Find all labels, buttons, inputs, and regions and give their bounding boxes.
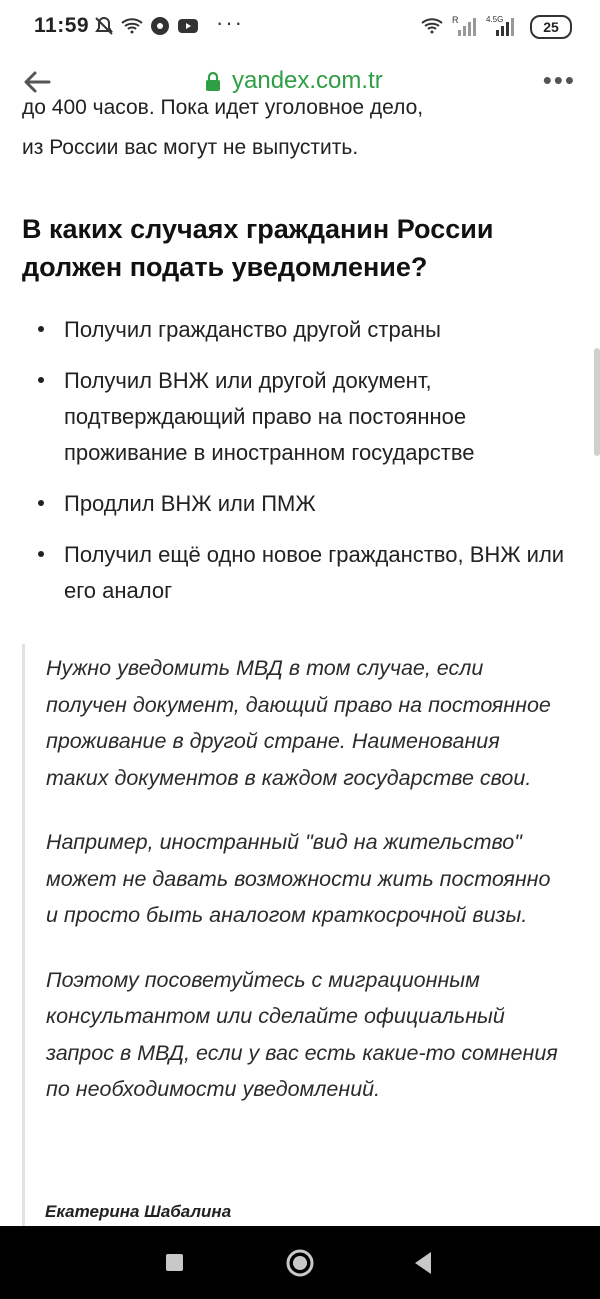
- list-item-text: Получил ещё одно новое гражданство, ВНЖ или его аналог: [64, 542, 565, 603]
- settings-app-icon: [148, 14, 172, 38]
- bullet-list: [0, 312, 600, 624]
- article-paragraph: из России вас могут не выпустить.: [22, 136, 359, 159]
- quote-paragraph: Нужно уведомить МВД в том случае, если получен документ, дающий право на постоянное проживание в другой стране. Наименования таких документов в каждом государстве свои.: [46, 656, 551, 790]
- expert-quote: [22, 644, 581, 1234]
- scrollbar[interactable]: [594, 348, 600, 456]
- bullet-icon: [38, 500, 44, 506]
- bullet-icon: [38, 377, 44, 383]
- back-arrow-icon[interactable]: [22, 67, 52, 97]
- url-domain[interactable]: yandex.com.tr: [232, 67, 383, 94]
- signal-icon: [452, 14, 478, 38]
- list-item: [0, 486, 584, 522]
- cut-off-text-line: до 400 часов. Пока идет уголовное дело,: [22, 96, 424, 119]
- battery-icon: 25: [530, 15, 572, 39]
- bullet-icon: [38, 551, 44, 557]
- quote-author: Екатерина Шабалина: [45, 1202, 232, 1221]
- article-content: [0, 96, 600, 1226]
- back-button[interactable]: [383, 1226, 463, 1299]
- lock-icon: [205, 72, 221, 92]
- list-item: [0, 312, 584, 348]
- list-item-text: Получил гражданство другой страны: [64, 317, 441, 342]
- mute-icon: [92, 14, 116, 38]
- section-heading: В каких случаях гражданин России должен подать уведомление?: [22, 214, 494, 282]
- quote-paragraph: Например, иностранный "вид на жительство" может не давать возможности жить постоянно и просто быть аналогом краткосрочной визы.: [46, 830, 551, 927]
- list-item-text: Продлил ВНЖ или ПМЖ: [64, 491, 316, 516]
- quote-paragraph: Поэтому посоветуйтесь с миграционным консультантом или сделайте официальный запрос в МВД, если у вас есть какие-то сомнения по необходимости уведомлений.: [46, 967, 558, 1101]
- list-item: [0, 537, 584, 609]
- signal-icon: [486, 14, 518, 38]
- status-time: 11:59: [34, 14, 90, 37]
- status-more-dots: ···: [216, 10, 244, 35]
- more-menu-icon[interactable]: •••: [542, 65, 576, 95]
- svg-text:R: R: [452, 15, 459, 25]
- wifi-icon: [120, 14, 144, 38]
- recent-apps-button[interactable]: [135, 1226, 215, 1299]
- list-item: [0, 363, 584, 471]
- bullet-icon: [38, 326, 44, 332]
- wifi-icon: [420, 14, 444, 38]
- home-button[interactable]: [260, 1226, 340, 1299]
- youtube-icon: [176, 14, 200, 38]
- status-bar: [0, 0, 600, 52]
- svg-text:4.5G: 4.5G: [486, 15, 504, 24]
- system-navigation-bar: [0, 1226, 600, 1299]
- list-item-text: Получил ВНЖ или другой документ, подтверждающий право на постоянное проживание в иностранном государстве: [64, 368, 475, 465]
